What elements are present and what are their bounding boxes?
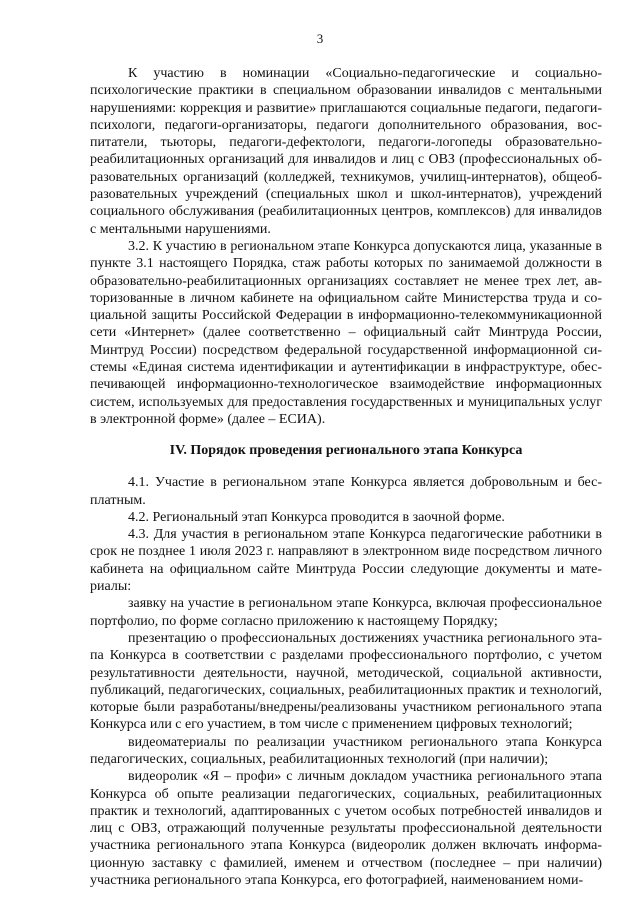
list-item-application: заявку на участие в региональном этапе Конкурса, включая профессиональное портфолио, по форме согласно приложению к настоящему Порядку;: [90, 596, 602, 629]
document-body: [90, 65, 602, 889]
list-item-video-materials: видеоматериалы по реализации участником регионального этапа Конкурса педагогических, социальных, реабилитационных технологий (при наличии);: [90, 734, 602, 767]
paragraph-4-2: 4.2. Региональный этап Конкурса проводится в заочной форме.: [128, 509, 505, 525]
paragraph-4-3: 4.3. Для участия в региональном этапе Конкурса педагогические работники в срок не позднее 1 июля 2023 г. направляют в электронном виде посредством личного кабинета на официальном сайте Минтруда России следующие документы и материалы:: [90, 527, 602, 595]
list-item-presentation: презентацию о профессиональных достижениях участника регионального этапа Конкурса в соответствии с разделами профессионального портфолио, с учетом результативности деятельности, научной, методической, социальной активности, публикаций, педагогических, социальных, реабилитационных практик и технологий, которые были разработаны/внедрены/реализованы участником регионального этапа Конкурса или с его участием, в том числе с применением цифровых технологий;: [90, 630, 602, 733]
page-number: 3: [316, 31, 324, 46]
paragraph-nomination-participants: К участию в номинации «Социально-педагогические и социально-психологические практики в специальном образовании инвалидов с ментальными нарушениями: коррекция и развитие» приглашаются социальные педагоги, педагоги-психологи, педагоги-организаторы, педагоги дополнительного образования, воспитатели, тьюторы, педагоги-дефектологи, педагоги-логопеды образовательно-реабилитационных организаций для инвалидов и лиц с ОВЗ (профессиональных образовательных организаций (колледжей, техникумов, училищ-интернатов), общеобразовательных учреждений (специальных школ и школ-интернатов), учреждений социального обслуживания (реабилитационных центров, комплексов) для инвалидов с ментальными нарушениями.: [90, 66, 602, 237]
paragraph-4-1: 4.1. Участие в региональном этапе Конкурса является добровольным и бесплатным.: [90, 475, 602, 508]
paragraph-3-2: 3.2. К участию в региональном этапе Конкурса допускаются лица, указанные в пункте 3.1 настоящего Порядка, стаж работы которых по занимаемой должности в образовательно-реабилитационных организациях составляет не менее трех лет, авторизованные в личном кабинете на официальном сайте Министерства труда и социальной защиты Российской Федерации в информационно-телекоммуникационной сети «Интернет» (далее соответственно – официальный сайт Минтруда России, Минтруд России) посредством федеральной государственной информационной системы «Единая система идентификации и аутентификации в инфраструктуре, обеспечивающей информационно-технологическое взаимодействие информационных систем, используемых для предоставления государственных и муниципальных услуг в электронной форме» (далее – ЕСИА).: [90, 238, 602, 427]
list-item-video-profi: видеоролик «Я – профи» с личным докладом участника регионального этапа Конкурса об опыте реализации педагогических, социальных, реабилитационных практик и технологий, адаптированных с учетом особых потребностей инвалидов и лиц с ОВЗ, отражающий полученные результаты профессиональной деятельности участника регионального этапа Конкурса (видеоролик должен включать информационную заставку с фамилией, именем и отчеством (последнее – при наличии) участника регионального этапа Конкурса, его фотографией, наименованием номи-: [90, 769, 602, 889]
section-heading: IV. Порядок проведения регионального этапа Конкурса: [169, 443, 523, 459]
